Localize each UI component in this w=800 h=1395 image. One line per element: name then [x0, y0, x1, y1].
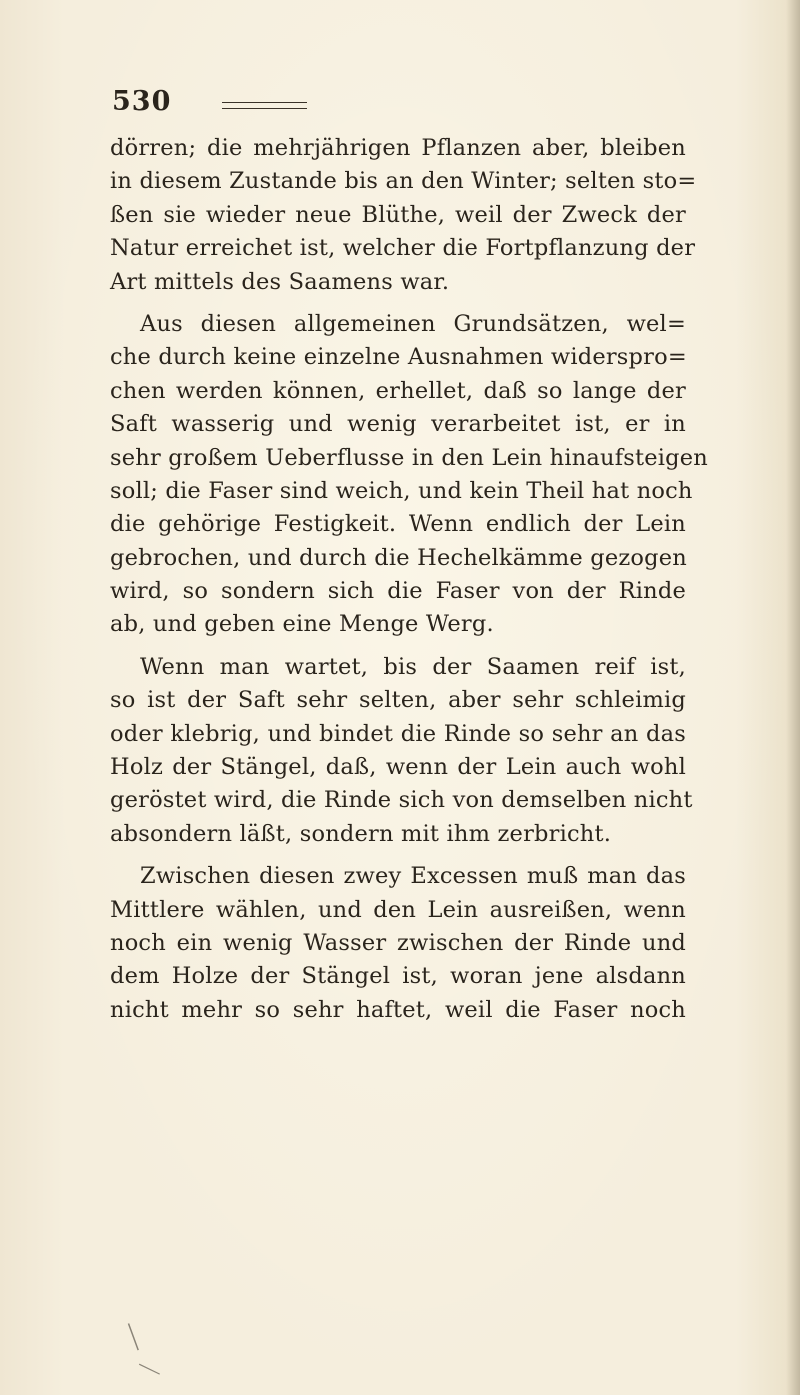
page-number: 530 — [112, 86, 172, 117]
text-line: soll; die Faser sind weich, und kein Theil hat noch — [110, 477, 693, 504]
text-line: die gehörige Festigkeit. Wenn endlich der Lein — [110, 511, 686, 538]
text-line: in diesem Zustande bis an den Winter; selten sto= — [110, 168, 697, 195]
paragraph-2 — [110, 308, 708, 642]
text-line: sehr großem Ueberflusse in den Lein hinaufsteigen — [110, 444, 708, 471]
text-line: absondern läßt, sondern mit ihm zerbricht. — [110, 820, 612, 847]
text-line: chen werden können, erhellet, daß so lange der — [110, 377, 686, 404]
paragraph-1 — [110, 132, 697, 299]
text-line: Natur erreichet ist, welcher die Fortpflanzung der — [110, 235, 696, 262]
text-line: dörren; die mehrjährigen Pflanzen aber, bleiben — [110, 135, 686, 161]
paragraph-4 — [110, 860, 686, 1027]
text-line: gebrochen, und durch die Hechelkämme gezogen — [110, 544, 687, 571]
text-line: Wenn man wartet, bis der Saamen reif ist, — [140, 653, 686, 680]
text-line: dem Holze der Stängel ist, woran jene alsdann — [110, 963, 686, 990]
text-line: so ist der Saft sehr selten, aber sehr schleimig — [110, 687, 686, 714]
text-line: wird, so sondern sich die Faser von der Rinde — [110, 578, 686, 605]
text-line: Saft wasserig und wenig verarbeitet ist, er in — [110, 411, 686, 438]
page-edge-shadow — [786, 0, 800, 1395]
page-header — [112, 86, 672, 126]
text-line: noch ein wenig Wasser zwischen der Rinde und — [110, 929, 686, 956]
text-line: oder klebrig, und bindet die Rinde so sehr an das — [110, 720, 686, 747]
text-line: ßen sie wieder neue Blüthe, weil der Zweck der — [110, 201, 686, 228]
text-line: Art mittels des Saamens war. — [110, 268, 450, 295]
text-line: Mittlere wählen, und den Lein ausreißen, wenn — [110, 896, 686, 923]
text-line: Holz der Stängel, daß, wenn der Lein auch wohl — [110, 754, 686, 781]
text-line: geröstet wird, die Rinde sich von demselben nicht — [110, 787, 693, 814]
body-text — [110, 132, 708, 1027]
text-line: nicht mehr so sehr haftet, weil die Faser noch — [110, 996, 686, 1023]
header-rule — [222, 102, 307, 109]
text-line: Aus diesen allgemeinen Grundsätzen, wel= — [140, 310, 686, 337]
text-line: ab, und geben eine Menge Werg. — [110, 611, 494, 638]
ink-mark-icon — [122, 1314, 174, 1381]
paragraph-3 — [110, 651, 693, 851]
text-line: che durch keine einzelne Ausnahmen widerspro= — [110, 344, 687, 371]
text-line: Zwischen diesen zwey Excessen muß man das — [140, 863, 686, 890]
